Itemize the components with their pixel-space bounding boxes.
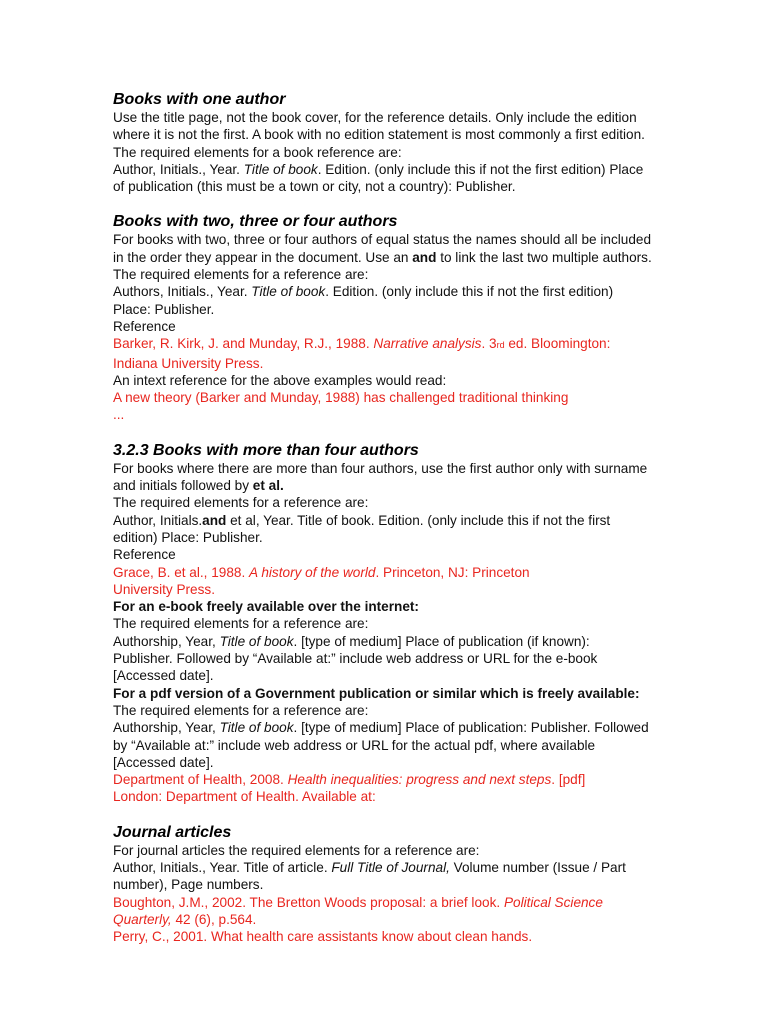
format-line: Author, Initials.and et al, Year. Title of book. Edition. (only include this if not the first edition) Place: Publisher.: [113, 512, 611, 545]
reference-example: Department of Health, 2008. Health inequalities: progress and next steps. [pdf] London: Department of Health. Available at:: [113, 772, 586, 805]
format-line: Author, Initials., Year. Title of article. Full Title of Journal, Volume number (Issue / Part number), Page numbers.: [113, 859, 626, 893]
paragraph: For books where there are more than four authors, use the first author only with surname and initials followed by et al.: [113, 460, 648, 494]
paragraph: The required elements for a reference are:: [113, 267, 369, 283]
section-more-authors: [113, 441, 653, 806]
subheading-ebook: For an e-book freely available over the internet:: [113, 599, 419, 615]
paragraph: For books with two, three or four authors of equal status the names should all be included in the order they appear in the document. Use an and to link the last two multiple authors.: [113, 232, 652, 265]
paragraph: The required elements for a reference are:: [113, 495, 369, 511]
format-line: Authors, Initials., Year. Title of book. Edition. (only include this if not the first edition) Place: Publisher.: [113, 284, 614, 317]
section-journal-articles: [113, 823, 653, 946]
paragraph: Reference: [113, 547, 176, 563]
paragraph: For journal articles the required elements for a reference are:: [113, 842, 480, 858]
paragraph: An intext reference for the above examples would read:: [113, 372, 447, 388]
section-heading: 3.2.3 Books with more than four authors: [113, 441, 419, 459]
paragraph: Use the title page, not the book cover, for the reference details. Only include the edition where it is not the first. A book with no edition statement is most commonly a first edition.: [113, 110, 645, 143]
reference-example: Barker, R. Kirk, J. and Munday, R.J., 1988. Narrative analysis. 3rd ed. Bloomington: Indiana University Press.: [113, 336, 611, 371]
reference-example: Boughton, J.M., 2002. The Bretton Woods proposal: a brief look. Political Science Quarterly, 42 (6), p.564.: [113, 894, 603, 927]
paragraph: The required elements for a reference are:: [113, 616, 369, 632]
format-line: Authorship, Year, Title of book. [type of medium] Place of publication (if known): Publisher. Followed by “Available at:” include web address or URL for the e-book [Accessed date].: [113, 633, 598, 684]
document-content: [113, 90, 653, 945]
format-line: Author, Initials., Year. Title of book. Edition. (only include this if not the first edition) Place of publication (this must be a town or city, not a country): Publisher.: [113, 161, 644, 195]
format-line: Authorship, Year, Title of book. [type of medium] Place of publication: Publisher. Followed by “Available at:” include web address or URL for the actual pdf, where available [Accessed date].: [113, 720, 649, 770]
section-heading: Books with two, three or four authors: [113, 213, 398, 231]
section-heading: Books with one author: [113, 91, 286, 108]
section-heading: Journal articles: [113, 823, 232, 841]
paragraph: The required elements for a book reference are:: [113, 144, 402, 160]
section-one-author: [113, 90, 653, 195]
paragraph: Reference: [113, 318, 176, 334]
intext-example: A new theory (Barker and Munday, 1988) has challenged traditional thinking ...: [113, 390, 569, 423]
section-multi-author: [113, 212, 653, 423]
reference-example: Perry, C., 2001. What health care assistants know about clean hands.: [113, 929, 533, 945]
subheading-pdf: For a pdf version of a Government publication or similar which is freely available:: [113, 685, 640, 701]
reference-example: Grace, B. et al., 1988. A history of the world. Princeton, NJ: Princeton University Press.: [113, 564, 530, 597]
paragraph: The required elements for a reference are:: [113, 702, 369, 718]
